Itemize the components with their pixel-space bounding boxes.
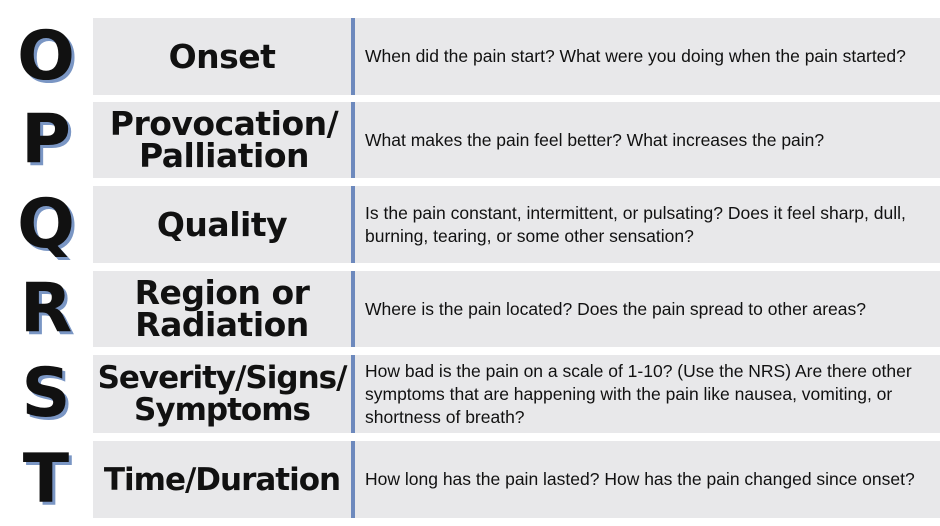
description-onset: When did the pain start? What were you doing when the pain started? (365, 46, 906, 66)
mnemonic-letter-s: S (21, 354, 71, 433)
term-onset: Onset (168, 36, 276, 76)
term-severity-signs-symptoms: Severity/Signs/ Symptoms (97, 360, 347, 428)
term-provocation-palliation: Provocation/ Palliation (109, 104, 339, 175)
mnemonic-letter-r: R (19, 269, 73, 348)
row-onset (0, 18, 940, 95)
term-quality: Quality (156, 204, 288, 244)
mnemonic-letter-t: T (22, 439, 70, 519)
mnemonic-letter-p: P (21, 100, 71, 179)
description-severity-signs-symptoms: How bad is the pain on a scale of 1-10? (Use the NRS) Are there other symptoms that are happening with the pain like nausea, vomiting, or shortness of breath? (365, 360, 912, 427)
description-quality: Is the pain constant, intermittent, or pulsating? Does it feel sharp, dull, burning, tearing, or some other sensation? (365, 202, 906, 246)
column-divider (351, 18, 355, 95)
term-time-duration: Time/Duration (103, 461, 341, 498)
column-divider (351, 186, 355, 263)
row-time-duration (0, 441, 940, 518)
row-region-radiation (0, 271, 940, 347)
row-provocation-palliation (0, 102, 940, 178)
description-region-radiation: Where is the pain located? Does the pain spread to other areas? (365, 298, 867, 319)
description-provocation-palliation: What makes the pain feel better? What increases the pain? (365, 129, 825, 150)
row-severity-signs-symptoms (0, 355, 940, 433)
column-divider (351, 355, 355, 433)
mnemonic-letter-o: O (17, 16, 75, 96)
row-quality (0, 186, 940, 263)
term-region-radiation: Region or Radiation (134, 273, 310, 344)
column-divider (351, 441, 355, 518)
column-divider (351, 102, 355, 178)
column-divider (351, 271, 355, 347)
mnemonic-letter-q: Q (17, 184, 75, 264)
description-time-duration: How long has the pain lasted? How has the pain changed since onset? (365, 469, 915, 489)
